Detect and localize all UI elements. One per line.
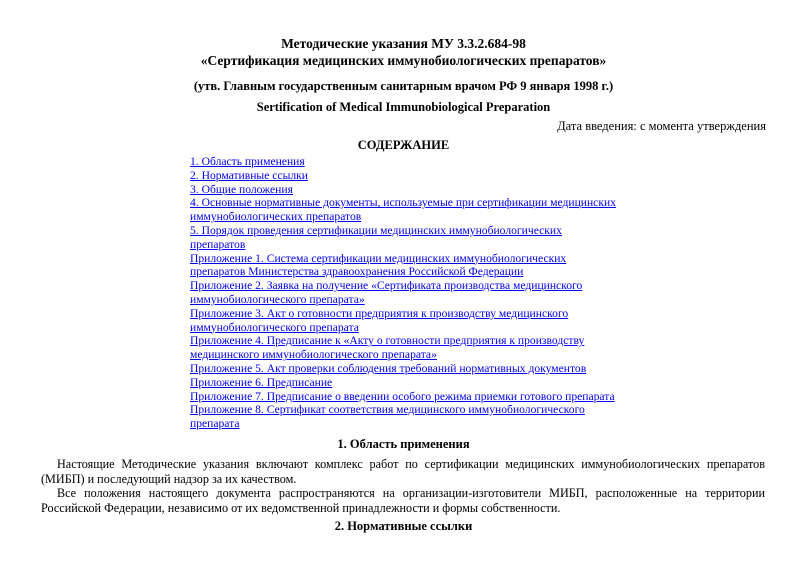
- toc-item: [190, 307, 620, 335]
- document-title-line-1: Методические указания МУ 3.3.2.684-98: [281, 36, 526, 51]
- toc-item: [190, 390, 620, 404]
- toc-heading: СОДЕРЖАНИЕ: [357, 138, 450, 152]
- section-1-heading: 1. Область применения: [337, 437, 470, 451]
- toc-item: [190, 224, 620, 252]
- toc-link-appendix-5[interactable]: Приложение 5. Акт проверки соблюдения требований нормативных документов: [190, 361, 587, 375]
- toc-item: [190, 376, 620, 390]
- toc-item: [190, 196, 620, 224]
- introduction-date: Дата введения: с момента утверждения: [557, 119, 766, 133]
- toc-item: [190, 279, 620, 307]
- toc-link-appendix-3[interactable]: Приложение 3. Акт о готовности предприятия к производству медицинского иммунобиологического препарата: [190, 306, 569, 334]
- toc-link-appendix-2[interactable]: Приложение 2. Заявка на получение «Сертификата производства медицинского иммунобиологического препарата»: [190, 279, 583, 306]
- document-title-line-2: «Сертификация медицинских иммунобиологических препаратов»: [200, 53, 607, 68]
- approval-note: (утв. Главным государственным санитарным врачом РФ 9 января 1998 г.): [193, 79, 614, 93]
- toc-item: [190, 252, 620, 280]
- toc-item: [190, 362, 620, 376]
- toc-link-appendix-1[interactable]: Приложение 1. Система сертификации медицинских иммунобиологических препаратов Министерства здравоохранения Российской Федерации: [190, 251, 567, 279]
- toc-link-appendix-8[interactable]: Приложение 8. Сертификат соответствия медицинского иммунобиологического препарата: [190, 403, 585, 431]
- toc-item: [190, 169, 620, 183]
- toc-link-section-4[interactable]: 4. Основные нормативные документы, используемые при сертификации медицинских иммунобиологических препаратов: [190, 196, 616, 224]
- section-1-paragraph-1: Настоящие Методические указания включают комплекс работ по сертификации медицинских иммунобиологических препаратов (МИБП) и последующий надзор за их качеством.: [41, 457, 765, 486]
- toc-item: [190, 183, 620, 197]
- toc-link-appendix-4[interactable]: Приложение 4. Предписание к «Акту о готовности предприятия к производству медицинского иммунобиологического препарата»: [190, 334, 585, 362]
- table-of-contents: [190, 155, 620, 431]
- section-1-paragraph-2: Все положения настоящего документа распространяются на организации-изготовители МИБП, расположенные на территории Российской Федерации, независимо от их ведомственной принадлежности и формы собственности.: [41, 486, 765, 515]
- toc-item: [190, 403, 620, 431]
- toc-link-section-5[interactable]: 5. Порядок проведения сертификации медицинских иммунобиологических препаратов: [190, 223, 562, 251]
- toc-link-section-3[interactable]: 3. Общие положения: [190, 182, 293, 196]
- section-2-heading: 2. Нормативные ссылки: [334, 519, 473, 533]
- toc-link-appendix-6[interactable]: Приложение 6. Предписание: [190, 375, 333, 389]
- toc-link-appendix-7[interactable]: Приложение 7. Предписание о введении особого режима приемки готового препарата: [190, 389, 615, 403]
- english-title: Sertification of Medical Immunobiological Preparation: [256, 100, 551, 114]
- toc-link-section-1[interactable]: 1. Область применения: [190, 155, 305, 168]
- toc-item: [190, 155, 620, 169]
- toc-item: [190, 334, 620, 362]
- toc-link-section-2[interactable]: 2. Нормативные ссылки: [190, 168, 308, 182]
